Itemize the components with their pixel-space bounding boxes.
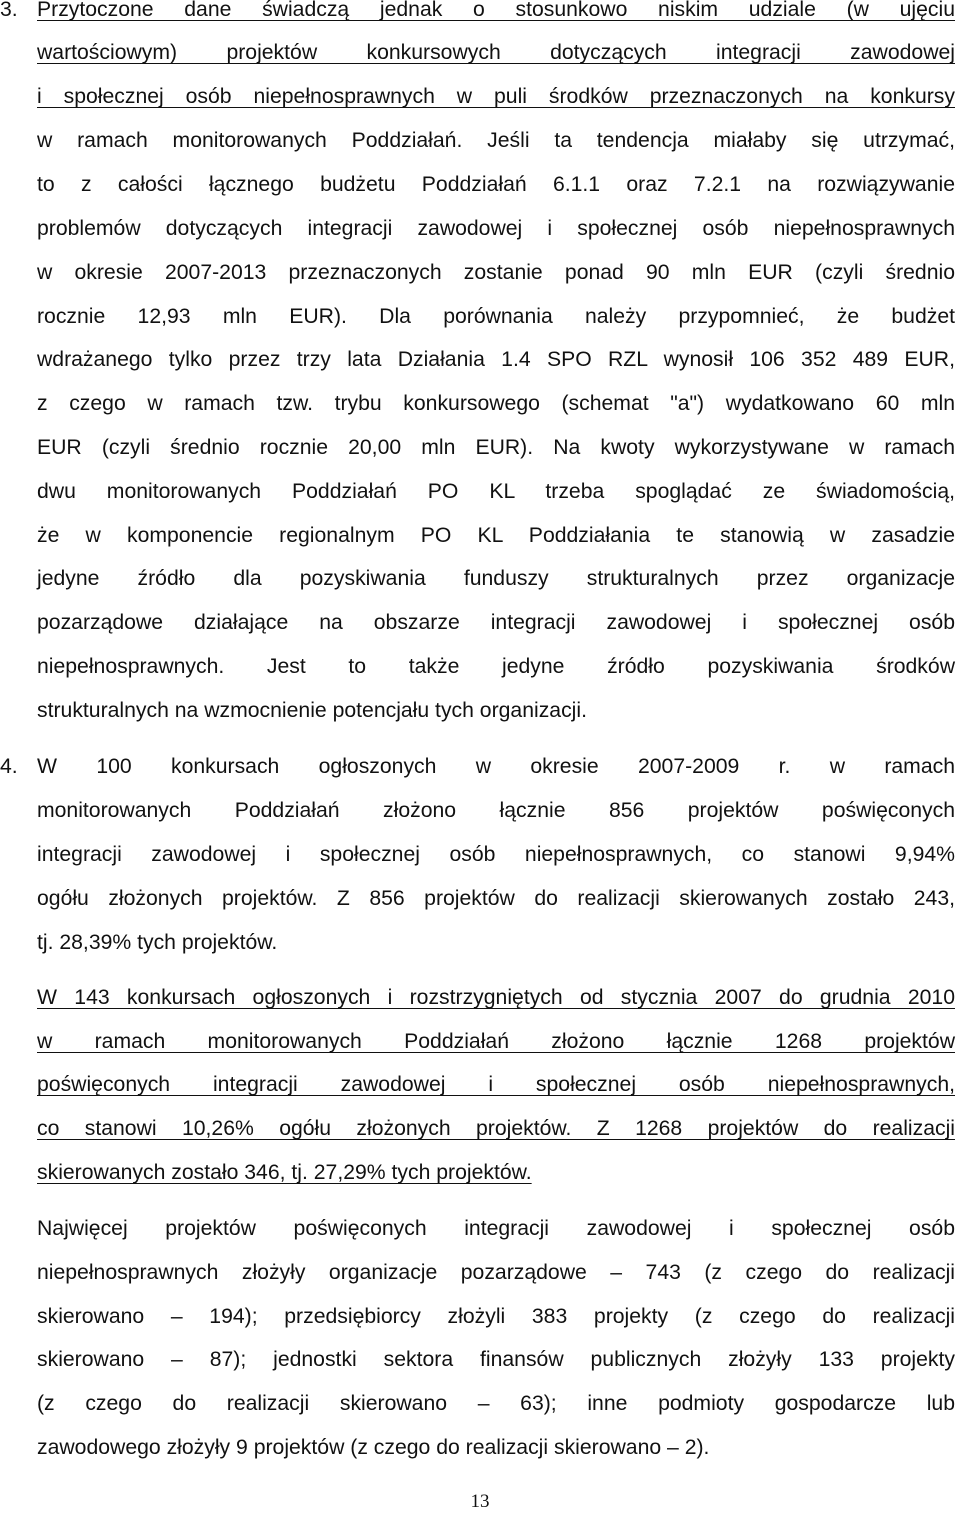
text-line: niepełnosprawnych złożyły organizacje pozarządowe – 743 (z czego do realizacji — [37, 1261, 955, 1284]
text-line: Przytoczone dane świadczą jednak o stosunkowo niskim udziale (w ujęciu — [37, 0, 955, 21]
text-line: EUR (czyli średnio rocznie 20,00 mln EUR). Na kwoty wykorzystywane w ramach — [37, 436, 955, 459]
underlined-line: W 143 konkursach ogłoszonych i rozstrzygniętych od stycznia 2007 do grudnia 2010 — [37, 986, 955, 1009]
text-line: w okresie 2007-2013 przeznaczonych zostanie ponad 90 mln EUR (czyli średnio — [37, 261, 955, 284]
page-number: 13 — [470, 1491, 490, 1512]
text-line: rocznie 12,93 mln EUR). Dla porównania należy przypomnieć, że budżet — [37, 305, 955, 328]
text-line: zawodowego złożyły 9 projektów (z czego do realizacji skierowano – 2). — [37, 1436, 710, 1459]
text-line: tj. 28,39% tych projektów. — [37, 931, 278, 954]
text-line: problemów dotyczących integracji zawodowej i społecznej osób niepełnosprawnych — [37, 217, 955, 240]
text-line: że w komponencie regionalnym PO KL Poddziałania te stanowią w zasadzie — [37, 524, 955, 547]
text-line: wartościowym) projektów konkursowych dotyczących integracji zawodowej — [37, 41, 955, 64]
underlined-line: poświęconych integracji zawodowej i społecznej osób niepełnosprawnych, — [37, 1073, 955, 1096]
item-number: 4. — [0, 755, 18, 778]
text-line: z czego w ramach tzw. trybu konkursowego (schemat "a") wydatkowano 60 mln — [37, 392, 955, 415]
text-line: dwu monitorowanych Poddziałań PO KL trzeba spoglądać ze świadomością, — [37, 480, 955, 503]
text-line: jedyne źródło dla pozyskiwania funduszy strukturalnych przez organizacje — [37, 567, 955, 590]
text-line: integracji zawodowej i społecznej osób niepełnosprawnych, co stanowi 9,94% — [37, 843, 955, 866]
text-line: i społecznej osób niepełnosprawnych w puli środków przeznaczonych na konkursy — [37, 85, 955, 108]
text-line: to z całości łącznego budżetu Poddziałań 6.1.1 oraz 7.2.1 na rozwiązywanie — [37, 173, 955, 196]
underlined-line: skierowanych zostało 346, tj. 27,29% tych projektów. — [37, 1161, 532, 1184]
text-line: monitorowanych Poddziałań złożono łącznie 856 projektów poświęconych — [37, 799, 955, 822]
underlined-line: co stanowi 10,26% ogółu złożonych projektów. Z 1268 projektów do realizacji — [37, 1117, 955, 1140]
text-line: strukturalnych na wzmocnienie potencjału tych organizacji. — [37, 699, 587, 722]
underlined-line: w ramach monitorowanych Poddziałań złożono łącznie 1268 projektów — [37, 1030, 955, 1053]
text-line: (z czego do realizacji skierowano – 63); inne podmioty gospodarcze lub — [37, 1392, 955, 1415]
text-line: ogółu złożonych projektów. Z 856 projektów do realizacji skierowanych zostało 243, — [37, 887, 955, 910]
text-line: skierowano – 87); jednostki sektora finansów publicznych złożyły 133 projekty — [37, 1348, 955, 1371]
text-line: skierowano – 194); przedsiębiorcy złożyli 383 projekty (z czego do realizacji — [37, 1305, 955, 1328]
text-line: pozarządowe działające na obszarze integracji zawodowej i społecznej osób — [37, 611, 955, 634]
text-line: w ramach monitorowanych Poddziałań. Jeśli ta tendencja miałaby się utrzymać, — [37, 129, 955, 152]
text-line: Najwięcej projektów poświęconych integracji zawodowej i społecznej osób — [37, 1217, 955, 1240]
text-line: W 100 konkursach ogłoszonych w okresie 2007-2009 r. w ramach — [37, 755, 955, 778]
text-line: wdrażanego tylko przez trzy lata Działania 1.4 SPO RZL wynosił 106 352 489 EUR, — [37, 348, 955, 371]
text-line: niepełnosprawnych. Jest to także jedyne źródło pozyskiwania środków — [37, 655, 955, 678]
item-number: 3. — [0, 0, 18, 21]
